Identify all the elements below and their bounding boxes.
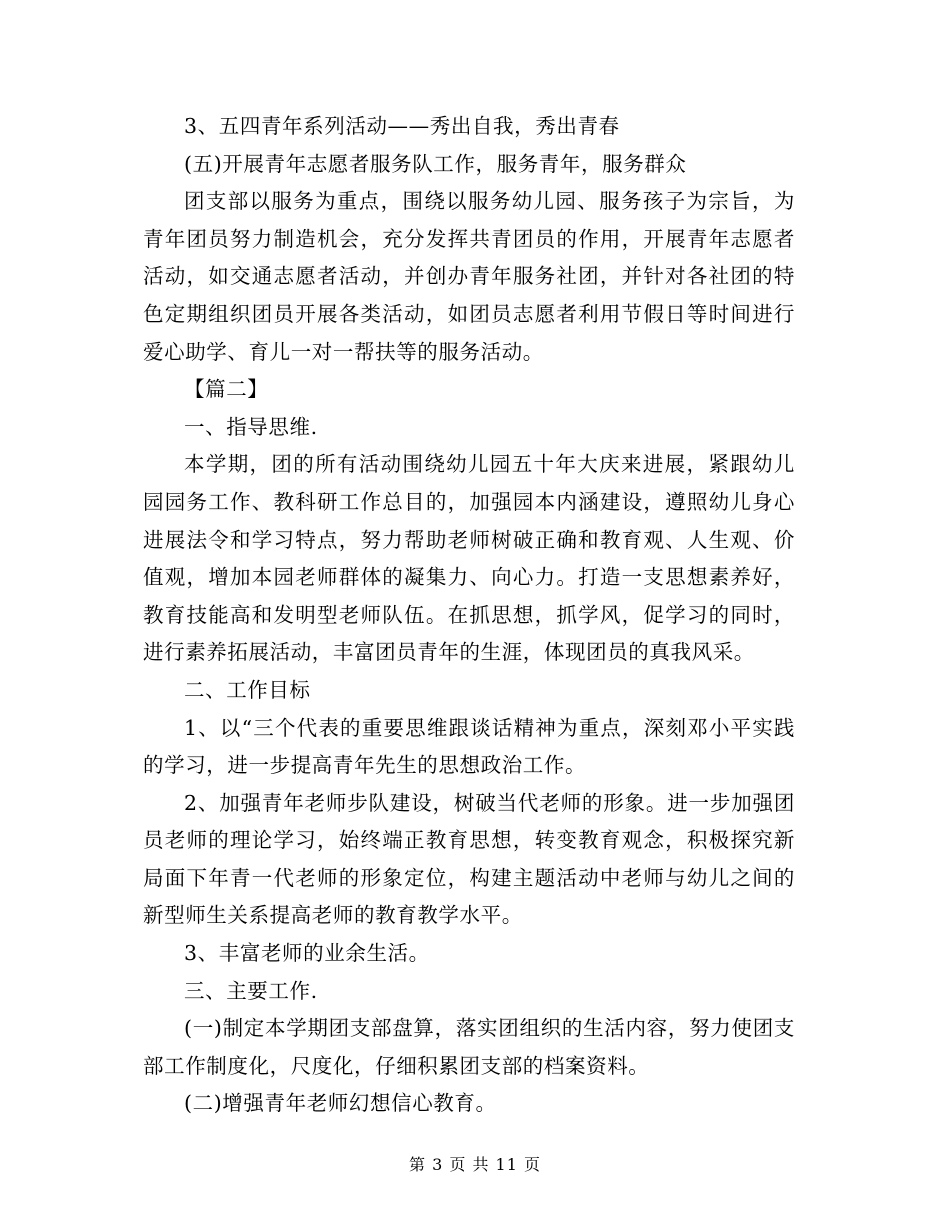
paragraph-part-two-heading: 【篇二】 <box>184 377 269 402</box>
page-number-footer: 第 3 页 共 11 页 <box>409 1155 541 1174</box>
paragraph-activity-item-3: 3、五四青年系列活动——秀出自我，秀出青春 <box>184 114 620 138</box>
paragraph-volunteer-service: 团支部以服务为重点，围绕以服务幼儿园、服务孩子为宗旨，为青年团员努力制造机会，充分发挥共青团员的作用，开展青年志愿者活动，如交通志愿者活动，并创办青年服务社团，并针对各社团的特色定期组织团员开展各类活动，如团员志愿者利用节假日等时间进行爱心助学、育儿一对一帮扶等的服务活动。 <box>143 189 795 364</box>
paragraph-goal-1: 1、以“三个代表的重要思维跟谈话精神为重点，深刻邓小平实践的学习，进一步提高青年先生的思想政治工作。 <box>143 715 795 778</box>
document-body <box>143 108 795 1123</box>
paragraph-goal-2: 2、加强青年老师步队建设，树破当代老师的形象。进一步加强团员老师的理论学习，始终端正教育思想，转变教育观念，积极探究新局面下年青一代老师的形象定位，构建主题活动中老师与幼儿之间的新型师生关系提高老师的教育教学水平。 <box>143 790 795 928</box>
paragraph-guiding-thought-body: 本学期，团的所有活动围绕幼儿园五十年大庆来进展，紧跟幼儿园园务工作、教科研工作总目的，加强园本内涵建设，遵照幼儿身心进展法令和学习特点，努力帮助老师树破正确和教育观、人生观、价值观，增加本园老师群体的凝集力、向心力。打造一支思想素养好，教育技能高和发明型老师队伍。在抓思想，抓学风，促学习的同时，进行素养拓展活动，丰富团员青年的生涯，体现团员的真我风采。 <box>143 452 795 665</box>
paragraph-guiding-thought-heading: 一、指导思维. <box>184 414 318 439</box>
paragraph-main-work-2: (二)增强青年老师幻想信心教育。 <box>184 1091 497 1116</box>
paragraph-goal-3: 3、丰富老师的业余生活。 <box>184 941 430 966</box>
paragraph-main-work-1: (一)制定本学期团支部盘算，落实团组织的生活内容，努力使团支部工作制度化，尺度化，仔细积累团支部的档案资料。 <box>143 1016 795 1078</box>
paragraph-main-work-heading: 三、主要工作. <box>184 978 318 1003</box>
paragraph-work-goals-heading: 二、工作目标 <box>184 677 311 702</box>
paragraph-section-5-heading: (五)开展青年志愿者服务队工作，服务青年，服务群众 <box>184 151 687 176</box>
